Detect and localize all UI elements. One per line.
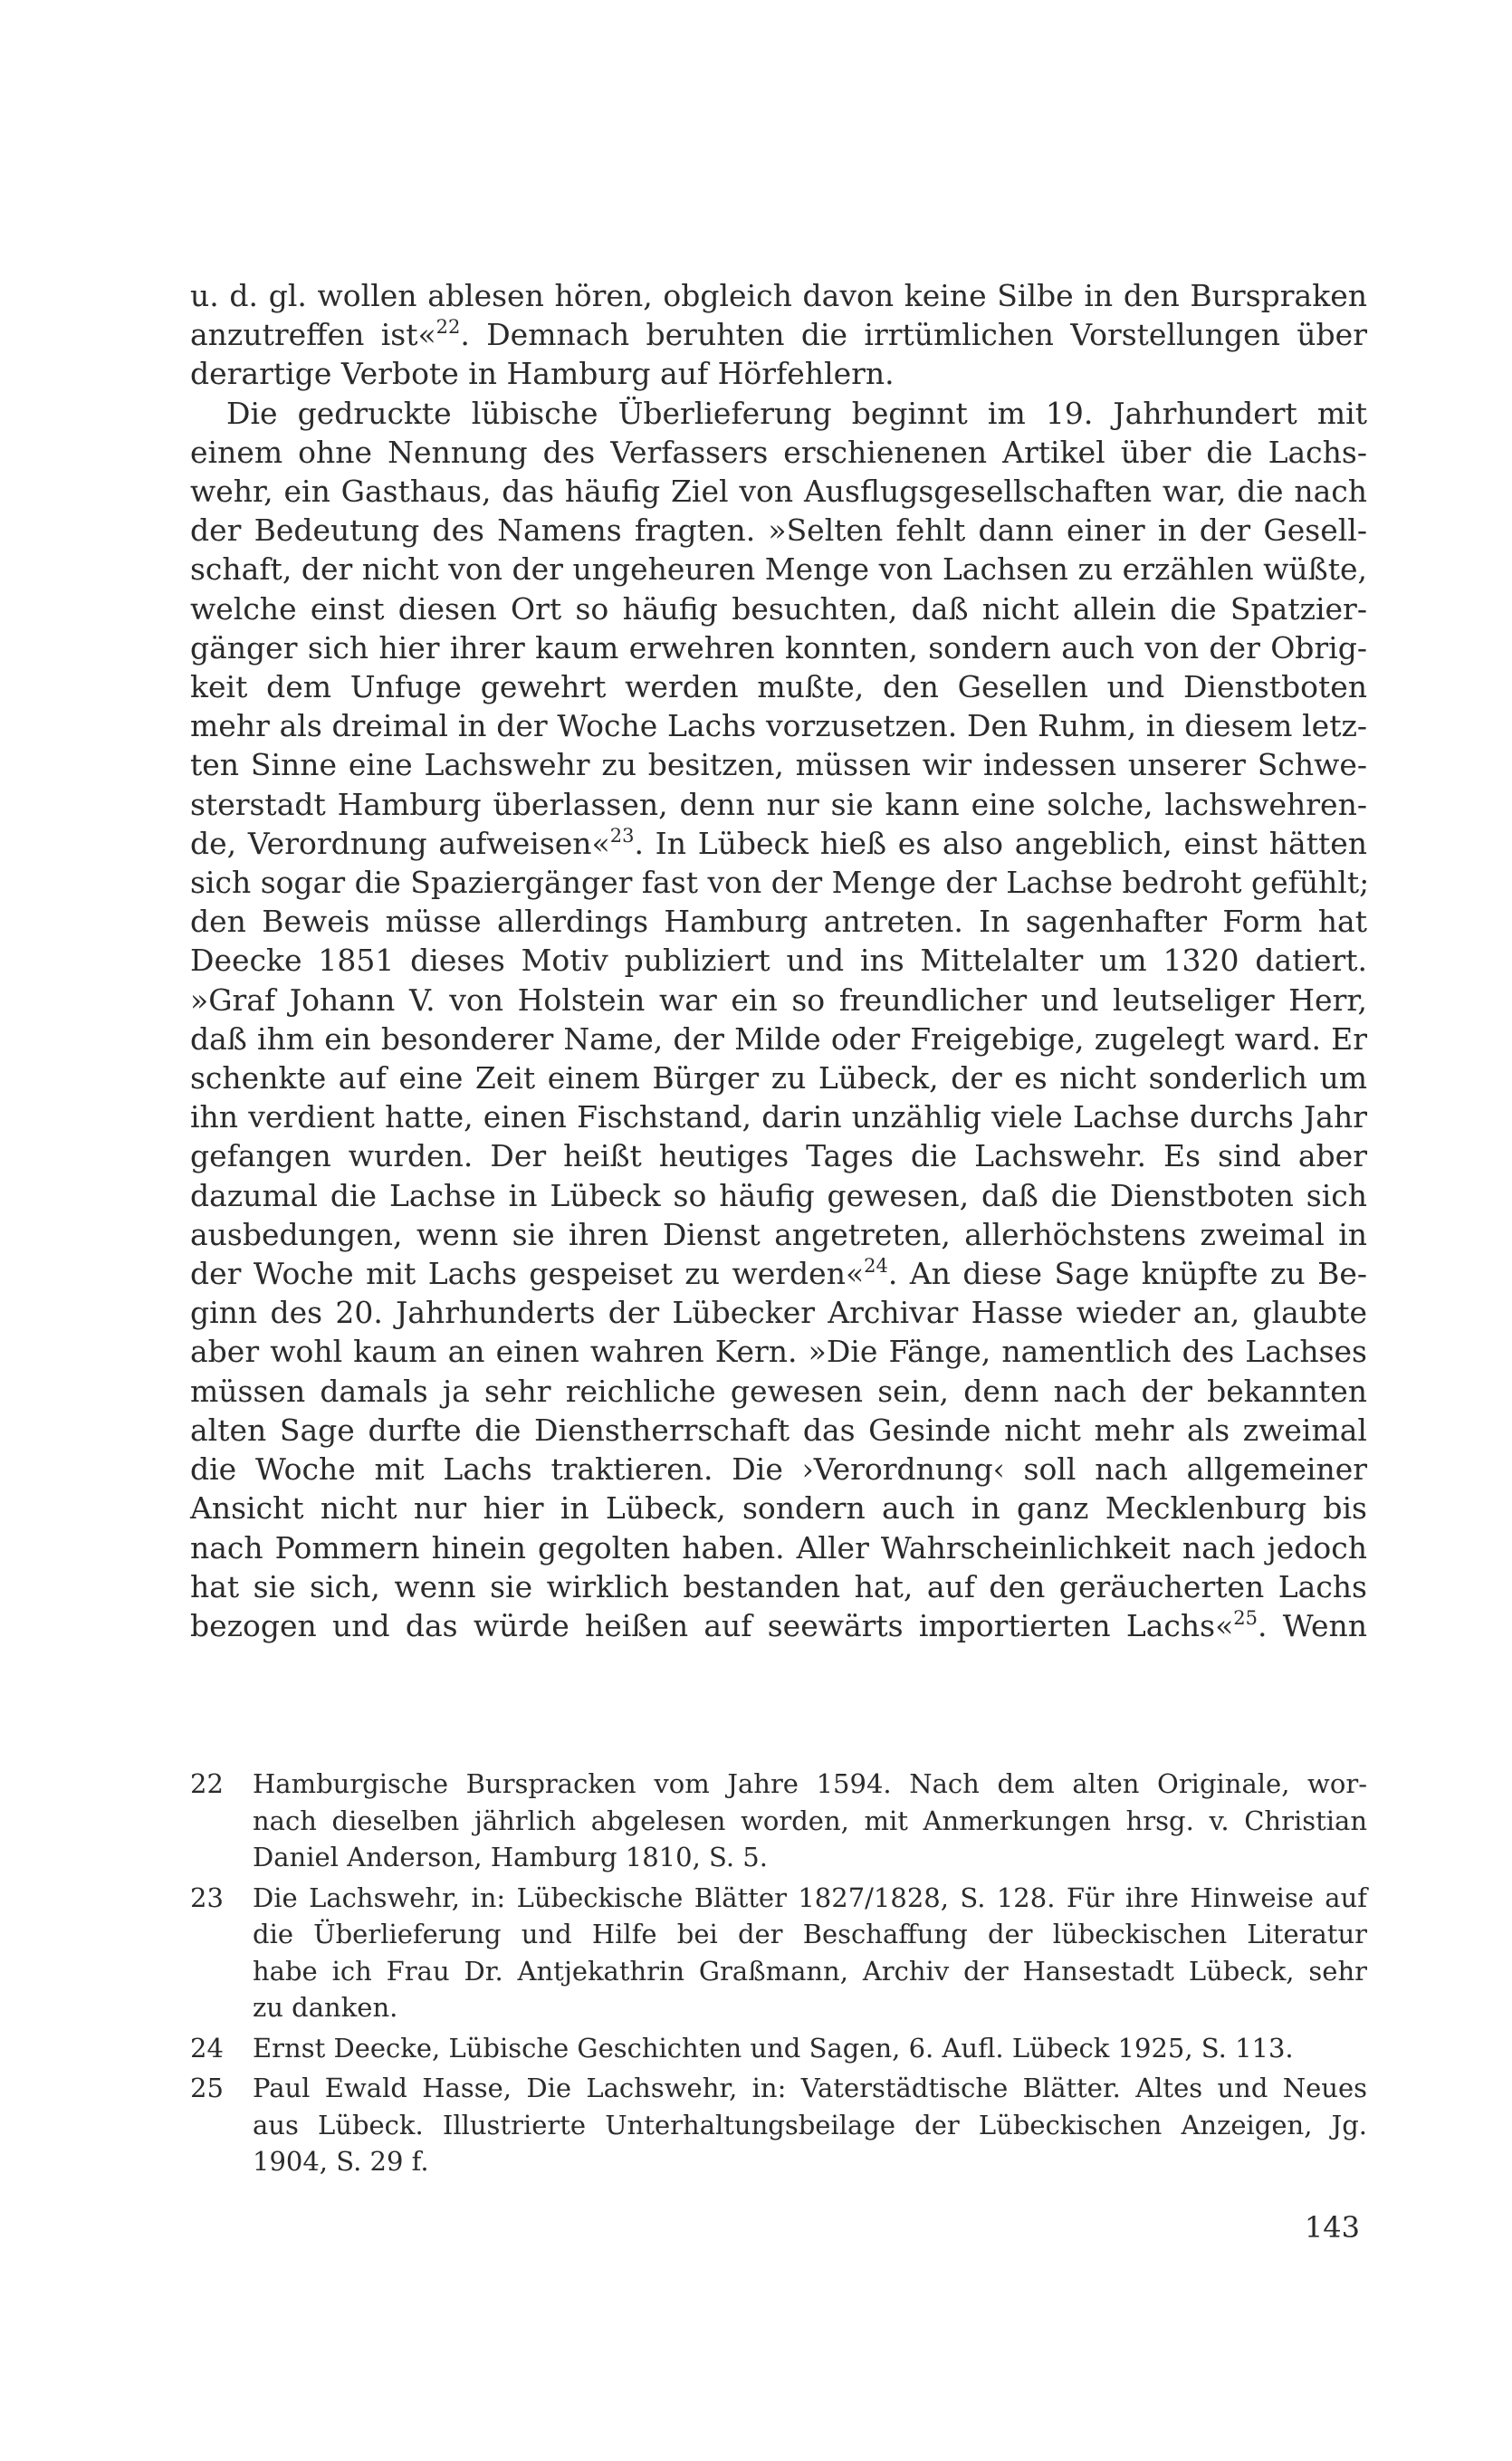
body-line: gänger sich hier ihrer kaum erwehren konnten, sondern auch von der Obrig-: [190, 629, 1367, 666]
body-line: sterstadt Hamburg überlassen, denn nur sie kann eine solche, lachswehren-: [190, 786, 1367, 822]
body-line: aber wohl kaum an einen wahren Kern. »Die Fänge, namentlich des Lachses: [190, 1334, 1367, 1370]
body-line: ihn verdient hatte, einen Fischstand, darin unzählig viele Lachse durchs Jahr: [190, 1099, 1367, 1135]
body-line: daß ihm ein besonderer Name, der Milde oder Freigebige, zugelegt ward. Er: [190, 1020, 1367, 1057]
footnote-25: [190, 2070, 1367, 2180]
body-line: derartige Verbote in Hamburg auf Hörfehlern.: [190, 356, 895, 392]
body-line: welche einst diesen Ort so häufig besuchten, daß nicht allein die Spatzier-: [190, 590, 1367, 627]
footnote-ref[interactable]: 22: [435, 316, 461, 339]
footnote-22: [190, 1766, 1367, 1876]
body-line: anzutreffen ist«$^{22}$. Demnach beruhten die irrtümlichen Vorstellungen über: [190, 316, 1367, 353]
body-line: alten Sage durfte die Dienstherrschaft das Gesinde nicht mehr als zweimal: [190, 1412, 1367, 1448]
body-line: Deecke 1851 dieses Motiv publiziert und ins Mittelalter um 1320 datiert.: [190, 943, 1367, 979]
footnote-line: Daniel Anderson, Hamburg 1810, S. 5.: [253, 1842, 768, 1872]
body-line: ausbedungen, wenn sie ihren Dienst angetreten, allerhöchstens zweimal in: [190, 1216, 1367, 1252]
footnote-number: 24: [190, 2032, 224, 2064]
footnote-line: die Überlieferung und Hilfe bei der Beschaffung der lübeckischen Literatur: [253, 1919, 1367, 1949]
body-line: der Woche mit Lachs gespeiset zu werden«$^{24}$. An diese Sage knüpfte zu Be-: [190, 1255, 1368, 1292]
footnote-line: Ernst Deecke, Lübische Geschichten und Sagen, 6. Aufl. Lübeck 1925, S. 113.: [253, 2032, 1294, 2064]
body-line: hat sie sich, wenn sie wirklich bestanden hat, auf den geräucherten Lachs: [190, 1568, 1367, 1604]
body-line: Die gedruckte lübische Überlieferung beginnt im 19. Jahrhundert mit: [226, 395, 1367, 431]
body-line: gefangen wurden. Der heißt heutiges Tages die Lachswehr. Es sind aber: [190, 1138, 1367, 1174]
body-line: wehr, ein Gasthaus, das häufig Ziel von Ausflugsgesellschaften war, die nach: [190, 474, 1367, 510]
body-line: bezogen und das würde heißen auf seewärts importierten Lachs«$^{25}$. Wenn: [190, 1606, 1367, 1643]
footnote-line: zu danken.: [253, 1992, 398, 2023]
page-number: 143: [1304, 2210, 1360, 2245]
footnote-line: nach dieselben jährlich abgelesen worden, mit Anmerkungen hrsg. v. Christian: [253, 1805, 1367, 1836]
body-line: de, Verordnung aufweisen«$^{23}$. In Lübeck hieß es also angeblich, einst hätten: [190, 824, 1367, 861]
body-line: schaft, der nicht von der ungeheuren Menge von Lachsen zu erzählen wüßte,: [190, 551, 1367, 588]
body-line: sich sogar die Spaziergänger fast von der Menge der Lachse bedroht gefühlt;: [190, 865, 1370, 901]
footnote-line: Hamburgische Burspracken vom Jahre 1594. Nach dem alten Originale, wor-: [253, 1768, 1367, 1799]
footnote-number: 23: [190, 1882, 224, 1913]
footnote-23: [190, 1880, 1367, 2026]
body-line: ten Sinne eine Lachswehr zu besitzen, müssen wir indessen unserer Schwe-: [190, 747, 1367, 783]
footnote-number: 22: [190, 1768, 224, 1799]
body-line: einem ohne Nennung des Verfassers erschienenen Artikel über die Lachs-: [190, 434, 1367, 470]
body-line: keit dem Unfuge gewehrt werden mußte, den Gesellen und Dienstboten: [190, 669, 1367, 705]
body-line: u. d. gl. wollen ablesen hören, obgleich davon keine Silbe in den Burspraken: [190, 278, 1367, 313]
footnote-line: Die Lachswehr, in: Lübeckische Blätter 1827/1828, S. 128. Für ihre Hinweise auf: [253, 1882, 1367, 1913]
footnote-number: 25: [190, 2073, 224, 2103]
body-line: schenkte auf eine Zeit einem Bürger zu Lübeck, der es nicht sonderlich um: [190, 1060, 1367, 1096]
footnote-line: 1904, S. 29 f.: [253, 2146, 429, 2177]
footnote-ref[interactable]: 24: [864, 1255, 888, 1278]
body-line: nach Pommern hinein gegolten haben. Aller Wahrscheinlichkeit nach jedoch: [190, 1529, 1367, 1566]
footnote-line: aus Lübeck. Illustrierte Unterhaltungsbeilage der Lübeckischen Anzeigen, Jg.: [253, 2109, 1367, 2140]
body-text: [190, 276, 1370, 1645]
body-line: ginn des 20. Jahrhunderts der Lübecker Archivar Hasse wieder an, glaubte: [190, 1295, 1367, 1331]
body-line: müssen damals ja sehr reichliche gewesen sein, denn nach der bekannten: [190, 1373, 1367, 1409]
footnote-ref[interactable]: 23: [609, 824, 635, 847]
body-line: der Bedeutung des Namens fragten. »Selten fehlt dann einer in der Gesell-: [190, 512, 1367, 549]
footnote-line: Paul Ewald Hasse, Die Lachswehr, in: Vaterstädtische Blätter. Altes und Neues: [253, 2073, 1367, 2103]
body-line: den Beweis müsse allerdings Hamburg antreten. In sagenhafter Form hat: [190, 904, 1367, 940]
body-line: die Woche mit Lachs traktieren. Die ›Verordnung‹ soll nach allgemeiner: [190, 1451, 1367, 1488]
footnotes: [190, 1766, 1367, 2184]
footnote-ref[interactable]: 25: [1233, 1606, 1258, 1629]
body-line: mehr als dreimal in der Woche Lachs vorzusetzen. Den Ruhm, in diesem letz-: [190, 708, 1367, 744]
body-line: dazumal die Lachse in Lübeck so häufig gewesen, daß die Dienstboten sich: [190, 1177, 1367, 1213]
footnote-24: [190, 2030, 1367, 2067]
footnote-line: habe ich Frau Dr. Antjekathrin Graßmann, Archiv der Hansestadt Lübeck, sehr: [253, 1955, 1367, 1987]
body-line: Ansicht nicht nur hier in Lübeck, sondern auch in ganz Mecklenburg bis: [190, 1490, 1367, 1527]
body-line: »Graf Johann V. von Holstein war ein so freundlicher und leutseliger Herr,: [190, 982, 1367, 1018]
